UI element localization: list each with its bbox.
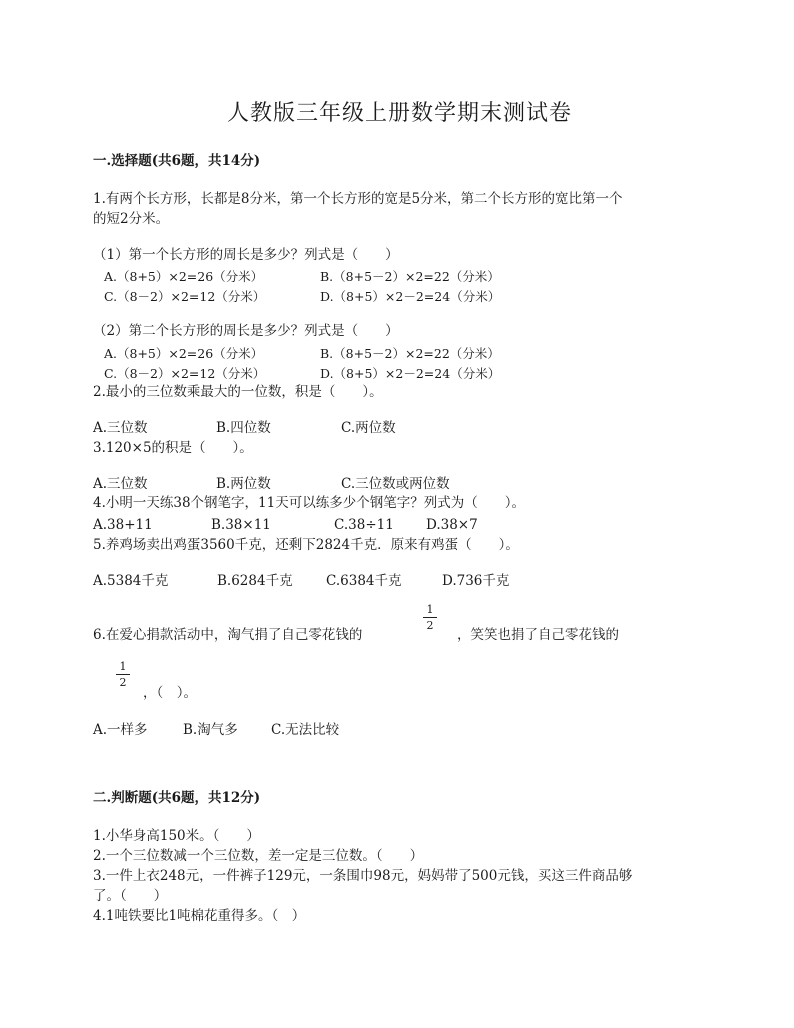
question-3-stem: 3.120×5的积是（ ）。	[93, 440, 253, 456]
judge-item-1: 1.小华身高150米。（ ）	[93, 828, 260, 844]
question-2-option-b: B.四位数	[216, 420, 271, 436]
question-2-option-a: A.三位数	[93, 420, 148, 436]
page-title: 人教版三年级上册数学期末测试卷	[227, 101, 573, 126]
question-6-stem-part2: ，笑笑也捐了自己零花钱的	[457, 627, 619, 643]
section-heading-judge: 二.判断题(共6题，共12分)	[93, 790, 261, 806]
question-4-option-d: D.38×7	[426, 517, 478, 533]
question-5-option-c: C.6384千克	[326, 573, 402, 589]
section-heading-choice: 一.选择题(共6题，共14分)	[93, 153, 261, 169]
fraction-one-half-second	[116, 660, 130, 689]
question-4-stem: 4.小明一天练38个钢笔字，11天可以练多少个钢笔字？列式为（ ）。	[93, 495, 525, 511]
fraction-bar	[116, 674, 130, 675]
question-6-stem-part1: 6.在爱心捐款活动中，淘气捐了自己零花钱的	[93, 627, 363, 643]
fraction-denominator: 2	[119, 676, 127, 689]
question-3-option-b: B.两位数	[216, 476, 271, 492]
question-4-option-b: B.38×11	[211, 517, 271, 533]
judge-item-3-line2: 了。（ ）	[93, 888, 168, 904]
question-6-option-c: C.无法比较	[271, 722, 340, 738]
question-1-sub2-option-b: B.（8+5－2）×2=22（分米）	[320, 346, 500, 361]
fraction-one-half-first	[423, 603, 437, 632]
question-1-sub1-option-c: C.（8－2）×2=12（分米）	[104, 289, 266, 304]
question-1-stem-line2: 的短2分米。	[93, 211, 170, 227]
question-1-stem-line1: 1.有两个长方形，长都是8分米，第一个长方形的宽是5分米，第二个长方形的宽比第一个	[93, 191, 623, 207]
question-5-option-b: B.6284千克	[217, 573, 293, 589]
question-4-option-a: A.38+11	[93, 517, 153, 533]
question-1-sub1-prompt: （1）第一个长方形的周长是多少？列式是（ ）	[93, 247, 399, 263]
question-5-option-d: D.736千克	[442, 573, 510, 589]
question-5-option-a: A.5384千克	[93, 573, 169, 589]
question-1-sub2-option-d: D.（8+5）×2－2=24（分米）	[320, 366, 501, 381]
fraction-numerator: 1	[426, 603, 434, 616]
question-6-option-a: A.一样多	[93, 722, 148, 738]
question-2-stem: 2.最小的三位数乘最大的一位数，积是（ ）。	[93, 384, 383, 400]
fraction-denominator: 2	[426, 619, 434, 632]
judge-item-2: 2.一个三位数减一个三位数，差一定是三位数。（ ）	[93, 848, 424, 864]
question-6-option-b: B.淘气多	[183, 722, 238, 738]
question-5-stem: 5.养鸡场卖出鸡蛋3560千克，还剩下2824千克．原来有鸡蛋（ ）。	[93, 537, 519, 553]
question-3-option-a: A.三位数	[93, 476, 148, 492]
question-2-option-c: C.两位数	[341, 420, 396, 436]
question-1-sub1-option-d: D.（8+5）×2－2=24（分米）	[320, 289, 501, 304]
question-1-sub2-option-c: C.（8－2）×2=12（分米）	[104, 366, 266, 381]
question-1-sub2-option-a: A.（8+5）×2=26（分米）	[104, 346, 264, 361]
question-4-option-c: C.38÷11	[334, 517, 394, 533]
fraction-bar	[423, 617, 437, 618]
question-3-option-c: C.三位数或两位数	[341, 476, 450, 492]
question-1-sub1-option-a: A.（8+5）×2=26（分米）	[104, 269, 264, 284]
question-1-sub1-option-b: B.（8+5－2）×2=22（分米）	[320, 269, 500, 284]
fraction-numerator: 1	[119, 660, 127, 673]
judge-item-3-line1: 3.一件上衣248元，一件裤子129元，一条围巾98元，妈妈带了500元钱，买这三件商品够	[93, 868, 633, 884]
question-6-stem-part3: ，（ ）。	[143, 685, 197, 701]
question-1-sub2-prompt: （2）第二个长方形的周长是多少？列式是（ ）	[93, 323, 399, 339]
judge-item-4: 4.1吨铁要比1吨棉花重得多。（ ）	[93, 908, 306, 924]
